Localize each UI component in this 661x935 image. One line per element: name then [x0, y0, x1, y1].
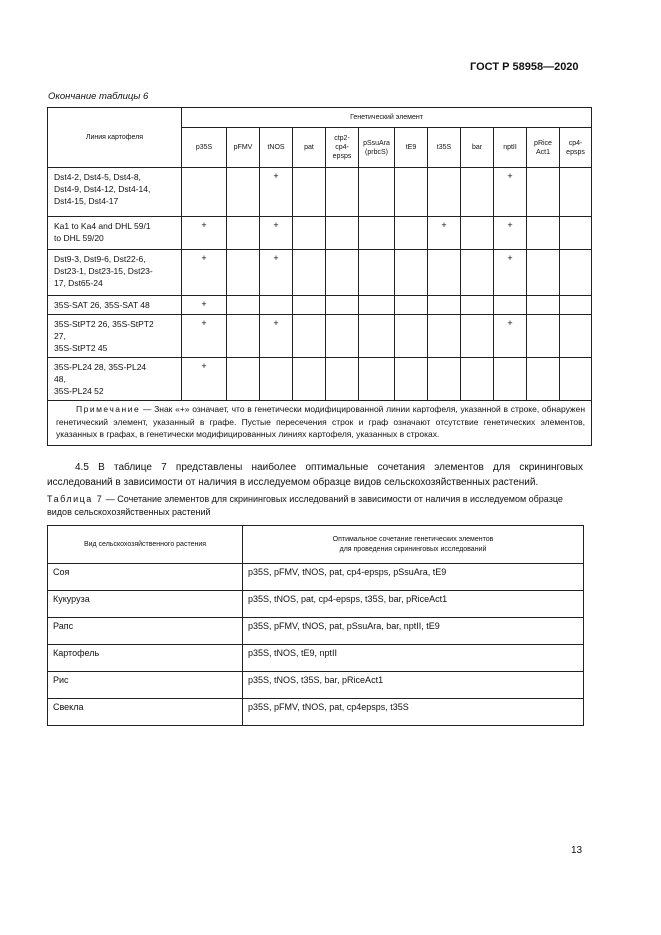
- element-presence-cell: [326, 296, 359, 315]
- element-presence-cell: [461, 358, 494, 401]
- element-presence-cell: [527, 358, 560, 401]
- element-presence-cell: [359, 315, 395, 358]
- element-presence-cell: [227, 217, 260, 250]
- element-presence-cell: [260, 296, 293, 315]
- element-presence-cell: [395, 296, 428, 315]
- table7-caption-label: Таблица 7: [47, 494, 104, 504]
- potato-line-cell: 35S-PL24 28, 35S-PL24 48, 35S-PL24 52: [48, 358, 182, 401]
- element-presence-cell: [227, 315, 260, 358]
- table6-row-header: Линия картофеля: [48, 108, 182, 168]
- element-presence-cell: [227, 168, 260, 217]
- table6-column-header: tE9: [395, 128, 428, 168]
- table7-caption: [47, 493, 583, 518]
- table6-column-header: pSsuAra (prbcS): [359, 128, 395, 168]
- element-presence-cell: +: [182, 315, 227, 358]
- table6-column-header: pat: [293, 128, 326, 168]
- element-presence-cell: [395, 168, 428, 217]
- table6-column-header: ctp2- cp4- epsps: [326, 128, 359, 168]
- element-presence-cell: [227, 250, 260, 296]
- table7-caption-text: — Сочетание элементов для скрининговых исследований в зависимости от наличия в исследуемом образце видов сельскохозяйственных растений: [47, 494, 563, 517]
- table6-row: [48, 315, 592, 358]
- table6-caption: Окончание таблицы 6: [48, 91, 149, 102]
- table7-col1-header: Вид сельскохозяйственного растения: [48, 526, 243, 564]
- element-combination-cell: p35S, tNOS, pat, cp4-epsps, t35S, bar, pRiceAct1: [243, 591, 584, 618]
- element-presence-cell: [227, 296, 260, 315]
- element-presence-cell: [293, 168, 326, 217]
- element-presence-cell: [293, 358, 326, 401]
- element-presence-cell: [395, 250, 428, 296]
- element-presence-cell: [293, 315, 326, 358]
- element-combination-cell: p35S, pFMV, tNOS, pat, pSsuAra, bar, nptII, tE9: [243, 618, 584, 645]
- potato-line-cell: 35S-SAT 26, 35S-SAT 48: [48, 296, 182, 315]
- element-presence-cell: [461, 250, 494, 296]
- element-presence-cell: [560, 250, 592, 296]
- element-presence-cell: +: [182, 358, 227, 401]
- element-presence-cell: [293, 296, 326, 315]
- element-presence-cell: [527, 296, 560, 315]
- table6-row: [48, 217, 592, 250]
- element-presence-cell: +: [494, 315, 527, 358]
- element-presence-cell: +: [428, 217, 461, 250]
- table6-row: [48, 358, 592, 401]
- table7-row: [48, 672, 584, 699]
- element-combination-cell: p35S, pFMV, tNOS, pat, cp4epsps, t35S: [243, 699, 584, 726]
- plant-species-cell: Соя: [48, 564, 243, 591]
- potato-line-cell: 35S-StPT2 26, 35S-StPT2 27, 35S-StPT2 45: [48, 315, 182, 358]
- element-presence-cell: +: [494, 217, 527, 250]
- element-presence-cell: [560, 168, 592, 217]
- element-presence-cell: [428, 315, 461, 358]
- plant-species-cell: Свекла: [48, 699, 243, 726]
- element-presence-cell: +: [260, 217, 293, 250]
- table7-row: [48, 699, 584, 726]
- potato-line-cell: Dst4-2, Dst4-5, Dst4-8, Dst4-9, Dst4-12, Dst4-14, Dst4-15, Dst4-17: [48, 168, 182, 217]
- table7-row: [48, 618, 584, 645]
- element-presence-cell: +: [494, 250, 527, 296]
- element-presence-cell: [227, 358, 260, 401]
- potato-line-cell: Dst9-3, Dst9-6, Dst22-6, Dst23-1, Dst23-15, Dst23- 17, Dst65-24: [48, 250, 182, 296]
- element-presence-cell: [494, 358, 527, 401]
- table6-column-header: pRice Act1: [527, 128, 560, 168]
- element-presence-cell: [494, 296, 527, 315]
- plant-species-cell: Кукуруза: [48, 591, 243, 618]
- element-presence-cell: [395, 217, 428, 250]
- table6-column-header: cp4- epsps: [560, 128, 592, 168]
- element-presence-cell: +: [182, 296, 227, 315]
- table6-group-header: Генетический элемент: [182, 108, 592, 128]
- element-presence-cell: [461, 296, 494, 315]
- table6-column-header: bar: [461, 128, 494, 168]
- table6-column-header: nptII: [494, 128, 527, 168]
- table6: [47, 107, 592, 446]
- element-presence-cell: [359, 358, 395, 401]
- element-presence-cell: [326, 217, 359, 250]
- element-presence-cell: +: [494, 168, 527, 217]
- table7-col2-header: Оптимальное сочетание генетических элементов для проведения скрининговых исследований: [243, 526, 584, 564]
- table6-row: [48, 296, 592, 315]
- element-presence-cell: [293, 250, 326, 296]
- table6-note-row: [48, 401, 592, 446]
- table6-note: [48, 401, 592, 446]
- table6-column-header: t35S: [428, 128, 461, 168]
- element-presence-cell: +: [182, 250, 227, 296]
- element-presence-cell: [326, 250, 359, 296]
- element-presence-cell: +: [260, 168, 293, 217]
- element-presence-cell: +: [260, 315, 293, 358]
- element-presence-cell: [428, 358, 461, 401]
- paragraph-4-5: 4.5 В таблице 7 представлены наиболее оптимальные сочетания элементов для скрининговых исследований в зависимости от наличия в исследуемом образце видов сельскохозяйственных растений.: [47, 462, 583, 488]
- element-presence-cell: [527, 217, 560, 250]
- element-presence-cell: [560, 358, 592, 401]
- element-presence-cell: [395, 358, 428, 401]
- element-combination-cell: p35S, tNOS, tE9, nptII: [243, 645, 584, 672]
- element-presence-cell: [326, 168, 359, 217]
- table6-row: [48, 168, 592, 217]
- element-presence-cell: [560, 217, 592, 250]
- standard-designation: ГОСТ Р 58958—2020: [470, 61, 579, 73]
- element-presence-cell: [461, 217, 494, 250]
- plant-species-cell: Картофель: [48, 645, 243, 672]
- element-presence-cell: [359, 217, 395, 250]
- element-presence-cell: [560, 296, 592, 315]
- table7-row: [48, 645, 584, 672]
- element-presence-cell: [326, 358, 359, 401]
- element-presence-cell: [527, 315, 560, 358]
- note-label: Примечание: [76, 404, 141, 414]
- element-presence-cell: [461, 168, 494, 217]
- element-presence-cell: +: [182, 217, 227, 250]
- element-presence-cell: [326, 315, 359, 358]
- potato-line-cell: Ka1 to Ka4 and DHL 59/1 to DHL 59/20: [48, 217, 182, 250]
- element-presence-cell: [428, 168, 461, 217]
- element-presence-cell: [428, 296, 461, 315]
- element-presence-cell: [182, 168, 227, 217]
- element-presence-cell: [428, 250, 461, 296]
- element-presence-cell: [260, 358, 293, 401]
- note-text: — Знак «+» означает, что в генетически модифицированной линии картофеля, указанной в строке, обнаружен генетический элемент, указанный в графе. Пустые пересечения строк и граф означают отсутствие генетических элементов, указанных в графах, в генетически модифицированных линиях картофеля, указанных в строках.: [56, 404, 586, 439]
- element-presence-cell: [560, 315, 592, 358]
- table6-column-header: p35S: [182, 128, 227, 168]
- element-combination-cell: p35S, pFMV, tNOS, pat, cp4-epsps, pSsuAra, tE9: [243, 564, 584, 591]
- table6-column-header: pFMV: [227, 128, 260, 168]
- table7: [47, 525, 584, 726]
- element-presence-cell: [359, 296, 395, 315]
- element-presence-cell: [293, 217, 326, 250]
- element-presence-cell: [527, 168, 560, 217]
- table6-column-header: tNOS: [260, 128, 293, 168]
- table7-row: [48, 591, 584, 618]
- element-combination-cell: p35S, tNOS, t35S, bar, pRiceAct1: [243, 672, 584, 699]
- element-presence-cell: [461, 315, 494, 358]
- element-presence-cell: [395, 315, 428, 358]
- element-presence-cell: [527, 250, 560, 296]
- table7-row: [48, 564, 584, 591]
- page-number: 13: [571, 845, 583, 856]
- plant-species-cell: Рапс: [48, 618, 243, 645]
- element-presence-cell: [359, 168, 395, 217]
- element-presence-cell: +: [260, 250, 293, 296]
- plant-species-cell: Рис: [48, 672, 243, 699]
- table6-row: [48, 250, 592, 296]
- element-presence-cell: [359, 250, 395, 296]
